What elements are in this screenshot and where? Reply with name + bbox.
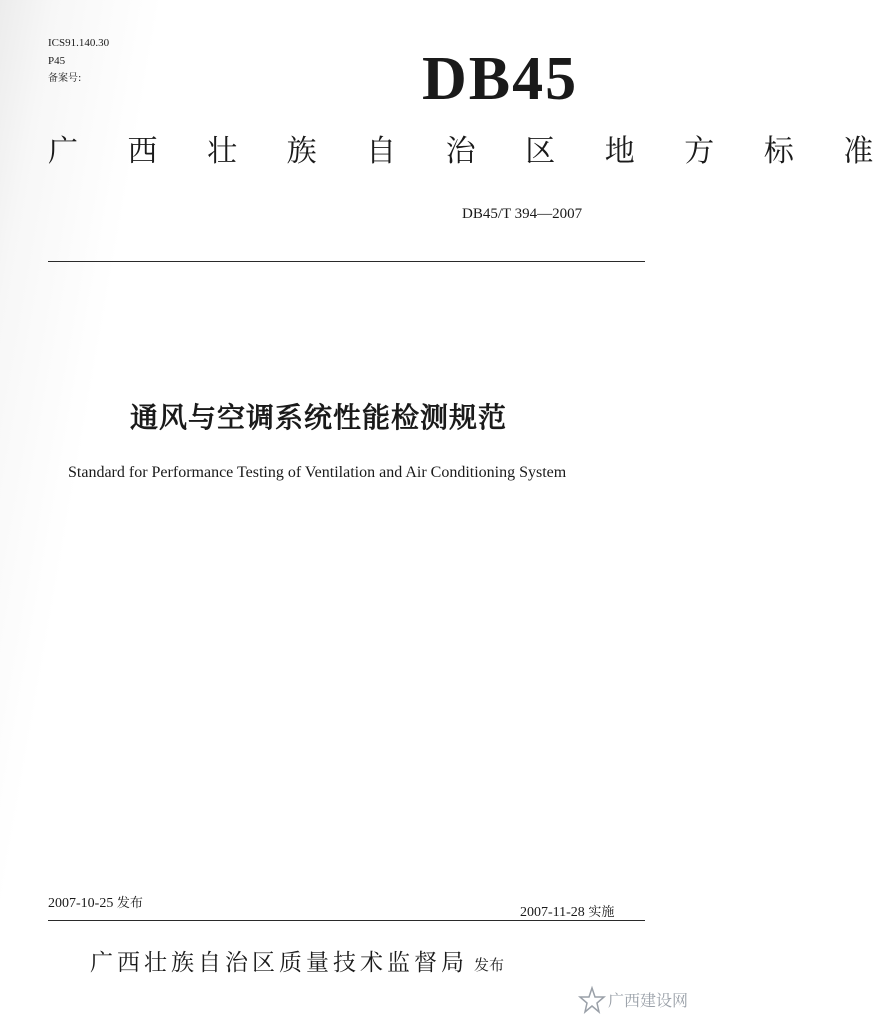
header-divider (48, 261, 645, 262)
watermark-text: 广西建设网 (608, 991, 689, 1010)
issuer-name: 广西壮族自治区质量技术监督局 (90, 950, 468, 976)
implement-date: 2007-11-28 (520, 905, 585, 920)
document-title-en: Standard for Performance Testing of Ventilation and Air Conditioning System (68, 464, 567, 481)
classification-code: P45 (48, 55, 66, 67)
filing-number-label: 备案号: (48, 73, 82, 84)
footer-divider (48, 920, 645, 921)
issuer-suffix: 发布 (474, 956, 505, 974)
watermark (578, 984, 718, 1020)
implement-label: 实施 (588, 905, 615, 920)
db-logo: DB45 (422, 45, 579, 113)
document-title-zh: 通风与空调系统性能检测规范 (130, 401, 508, 434)
standard-number: DB45/T 394—2007 (462, 206, 583, 222)
star-logo-icon (578, 986, 606, 1014)
ics-code: ICS91.140.30 (48, 37, 110, 49)
issuer-line (90, 944, 504, 977)
implement-date-line (520, 901, 614, 921)
issue-date-line (48, 892, 143, 912)
issue-label: 发布 (116, 896, 143, 911)
issue-date: 2007-10-25 (48, 896, 114, 911)
standard-type-heading: 广 西 壮 族 自 治 区 地 方 标 准 (48, 134, 893, 169)
